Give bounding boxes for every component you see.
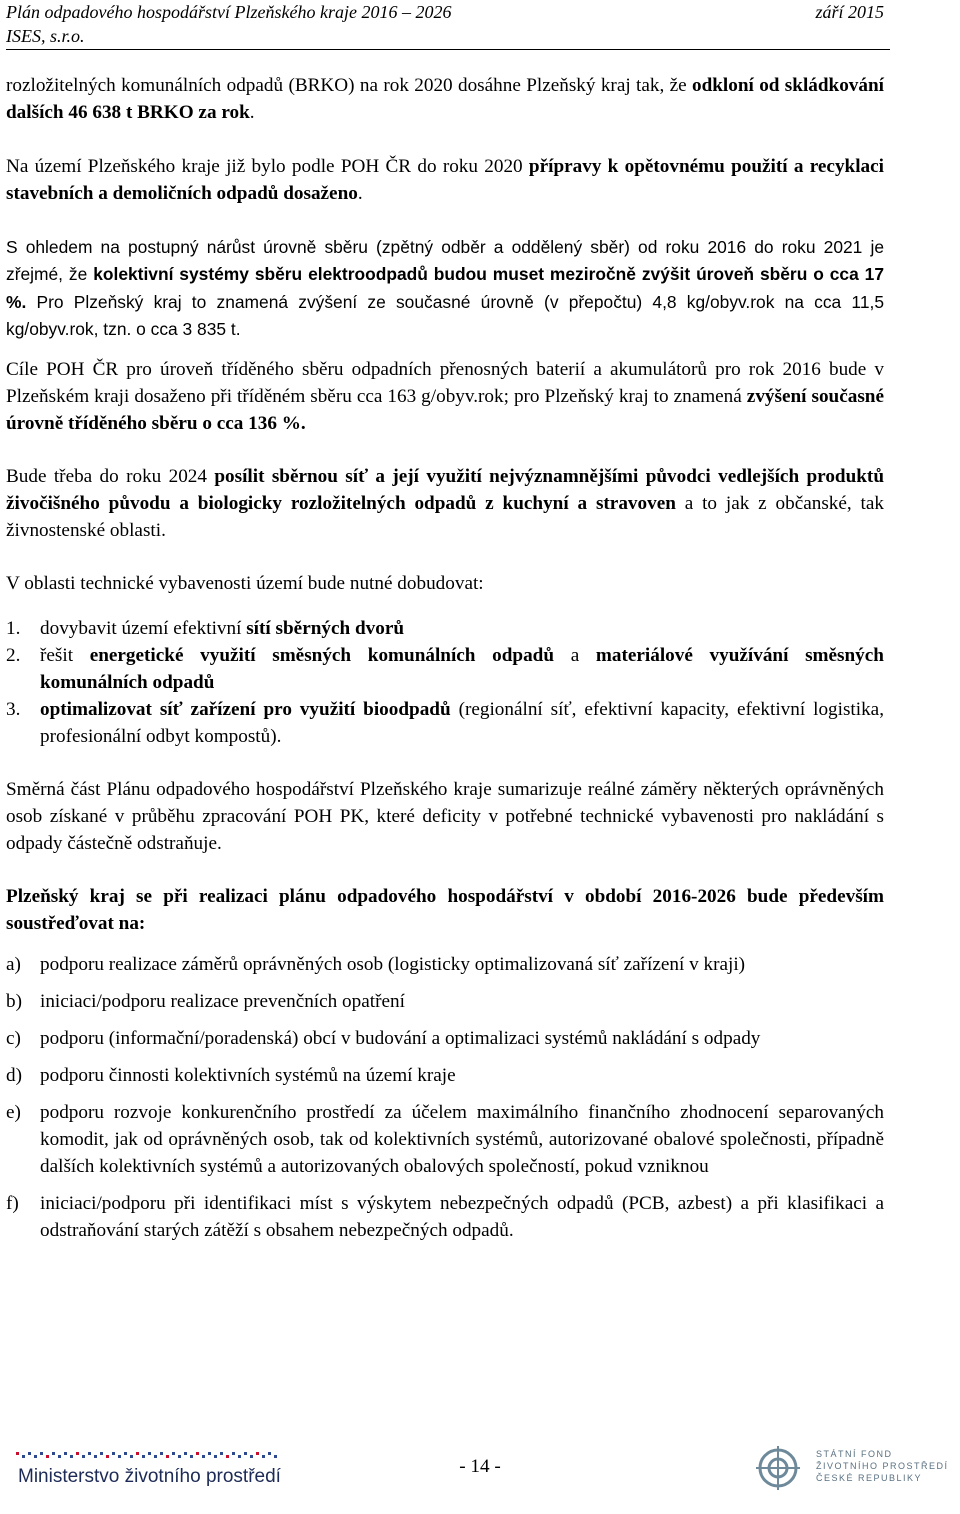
text-segment: rozložitelných komunálních odpadů (BRKO) na rok 2020 dosáhne Plzeňský kraj tak, že xyxy=(6,75,692,96)
focus-item-letter: c) xyxy=(6,1028,21,1050)
stripe-dash xyxy=(16,1452,19,1455)
document-date: září 2015 xyxy=(815,2,884,22)
text-segment: S ohledem na postupný nárůst úrovně sběru (zpětný odběr a oddělený sběr) od roku 2016 do roku 2021 je zřejmé, že xyxy=(6,237,884,285)
text-segment: dovybavit území efektivní xyxy=(40,618,247,640)
text-segment: Bude třeba do roku 2024 xyxy=(6,466,215,488)
stripe-dash xyxy=(256,1452,259,1455)
company-name: ISES, s.r.o. xyxy=(6,26,85,46)
stripe-dash xyxy=(268,1452,271,1455)
focus-item xyxy=(6,1025,884,1052)
focus-item xyxy=(6,951,884,978)
stripe-dash xyxy=(112,1452,115,1455)
text-segment: a to jak z občanské, tak živnostenské oblasti. xyxy=(6,493,884,542)
emphasis-text: kolektivní systémy sběru elektroodpadů budou muset meziročně zvýšit úroveň sběru o cca 17 %. xyxy=(6,264,884,312)
stripe-dash xyxy=(232,1452,235,1455)
paragraph-infrastructure-intro xyxy=(6,570,884,597)
list-item xyxy=(6,642,884,696)
paragraph-directive-part: Směrná část Plánu odpadového hospodářství Plzeňského kraje sumarizuje reálné záměry některých oprávněných osob získané v průběhu zpracování POH PK, které deficity v potřebné technické vybavenosti pro nakládání s odpady částečně odstraňuje. xyxy=(6,779,884,855)
focus-item-text: podporu činnosti kolektivních systémů na území kraje xyxy=(40,1065,456,1087)
stripe-dash xyxy=(244,1452,247,1455)
list-number: 2. xyxy=(6,645,21,667)
stripe-dash xyxy=(172,1452,175,1455)
focus-item xyxy=(6,1190,884,1244)
emphasis-text: sítí sběrných dvorů xyxy=(246,618,405,640)
focus-item-text: iniciaci/podporu realizace prevenčních opatření xyxy=(40,991,405,1013)
stripe-dash xyxy=(124,1452,127,1455)
text-segment: . xyxy=(249,102,255,123)
focus-item-letter: e) xyxy=(6,1102,21,1124)
focus-heading: Plzeňský kraj se při realizaci plánu odpadového hospodářství v období 2016-2026 bude především soustřeďovat na: xyxy=(6,886,884,935)
focus-item-text: podporu rozvoje konkurenčního prostředí za účelem maximálního finančního zhodnocení separovaných komodit, jak od oprávněných osob, tak od kolektivních systémů, autorizované obalové společnosti, případně dalších kolektivních systémů a autorizovaných obalových společností, pokud vzniknou xyxy=(40,1102,884,1178)
paragraph-bio-waste xyxy=(6,463,884,544)
stripe-dash xyxy=(148,1452,151,1455)
text-segment: Pro Plzeňský kraj to znamená zvýšení ze současné úrovně (v přepočtu) 4,8 kg/obyv.rok na cca 11,5 kg/obyv.rok, tzn. o cca 3 835 t. xyxy=(6,291,884,339)
focus-item-letter: a) xyxy=(6,954,21,976)
text-segment: řešit xyxy=(40,645,90,667)
stripe-dash xyxy=(28,1452,31,1455)
header-row xyxy=(6,2,884,23)
paragraph-electro-waste xyxy=(6,234,884,343)
list-item xyxy=(6,615,884,642)
emphasis-text: optimalizovat síť zařízení pro využití bioodpadů xyxy=(40,699,451,721)
focus-item xyxy=(6,1099,884,1180)
focus-item-text: iniciaci/podporu při identifikaci míst s výskytem nebezpečných odpadů (PCB, azbest) a při klasifikaci a odstraňování starých zátěží s obsahem nebezpečných odpadů. xyxy=(40,1193,884,1242)
stripe-dash xyxy=(136,1452,139,1455)
paragraph-construction-waste xyxy=(6,153,884,207)
emphasis-text: materiálové využívání směsných komunálních odpadů xyxy=(40,645,884,694)
list-number: 1. xyxy=(6,618,21,640)
text-segment: (regionální síť, efektivní kapacity, efektivní logistika, profesionální odbyt kompostů). xyxy=(40,699,884,748)
page-content xyxy=(6,72,884,1254)
emphasis-text: přípravy k opětovnému použití a recyklaci stavebních a demoličních odpadů dosaženo xyxy=(6,156,884,204)
focus-item xyxy=(6,988,884,1015)
text-segment: a xyxy=(554,645,596,667)
list-number: 3. xyxy=(6,699,21,721)
paragraph-brko xyxy=(6,72,884,126)
emphasis-text: energetické využití směsných komunálních odpadů xyxy=(89,645,555,667)
emphasis-text: posílit sběrnou síť a její využití nejvýznamnějšími původci vedlejších produktů živočišného původu a biologicky rozložitelných odpadů z kuchyní a stravoven xyxy=(6,466,884,515)
stripe-dash xyxy=(40,1452,43,1455)
focus-list xyxy=(6,951,884,1244)
focus-item-letter: b) xyxy=(6,991,22,1013)
stripe-dash xyxy=(160,1452,163,1455)
text-segment: Cíle POH ČR pro úroveň tříděného sběru odpadních přenosných baterií a akumulátorů pro rok 2016 bude v Plzeňském kraji dosaženo při tříděném sběru cca 163 g/obyv.rok; pro Plzeňský kraj to znamená xyxy=(6,359,884,408)
fund-logo xyxy=(742,1444,949,1494)
fund-line-2: ŽIVOTNÍHO PROSTŘEDÍ xyxy=(816,1461,949,1471)
emphasis-text: zvýšení současné úrovně tříděného sběru o cca 136 %. xyxy=(6,386,884,435)
document-title: Plán odpadového hospodářství Plzeňského kraje 2016 – 2026 xyxy=(6,2,452,22)
text-segment: V oblasti technické vybavenosti území bude nutné dobudovat: xyxy=(6,573,484,595)
fund-logo-text xyxy=(816,1448,949,1484)
stripe-dash xyxy=(88,1452,91,1455)
header-rule xyxy=(6,49,890,50)
text-segment: Na území Plzeňského kraje již bylo podle POH ČR do roku 2020 xyxy=(6,156,529,177)
stripe-dash xyxy=(76,1452,79,1455)
paragraph-batteries xyxy=(6,356,884,437)
list-item xyxy=(6,696,884,750)
ministry-logo-text: Ministerstvo životního prostředí xyxy=(18,1466,281,1487)
focus-item-letter: f) xyxy=(6,1193,19,1215)
text-segment: . xyxy=(357,183,363,204)
header-company-row xyxy=(6,26,884,47)
stripe-dash xyxy=(184,1452,187,1455)
stripe-dash xyxy=(100,1452,103,1455)
focus-item-text: podporu (informační/poradenská) obcí v budování a optimalizaci systémů nakládání s odpady xyxy=(40,1028,761,1050)
infrastructure-list xyxy=(6,615,884,750)
fund-line-1: STÁTNÍ FOND xyxy=(816,1449,893,1459)
focus-item-letter: d) xyxy=(6,1065,22,1087)
stripe-dash xyxy=(64,1452,67,1455)
stripe-dash xyxy=(196,1452,199,1455)
focus-item-text: podporu realizace záměrů oprávněných osob (logisticky optimalizovaná síť zařízení v kraji) xyxy=(40,954,746,976)
fund-line-3: ČESKÉ REPUBLIKY xyxy=(816,1473,923,1483)
stripe-dash xyxy=(52,1452,55,1455)
stripe-dash xyxy=(220,1452,223,1455)
stripe-dash xyxy=(208,1452,211,1455)
focus-item xyxy=(6,1062,884,1089)
page-number: - 14 - xyxy=(459,1456,501,1477)
fund-emblem-icon xyxy=(746,1444,810,1492)
emphasis-text: odkloní od skládkování dalších 46 638 t BRKO za rok xyxy=(6,75,884,123)
